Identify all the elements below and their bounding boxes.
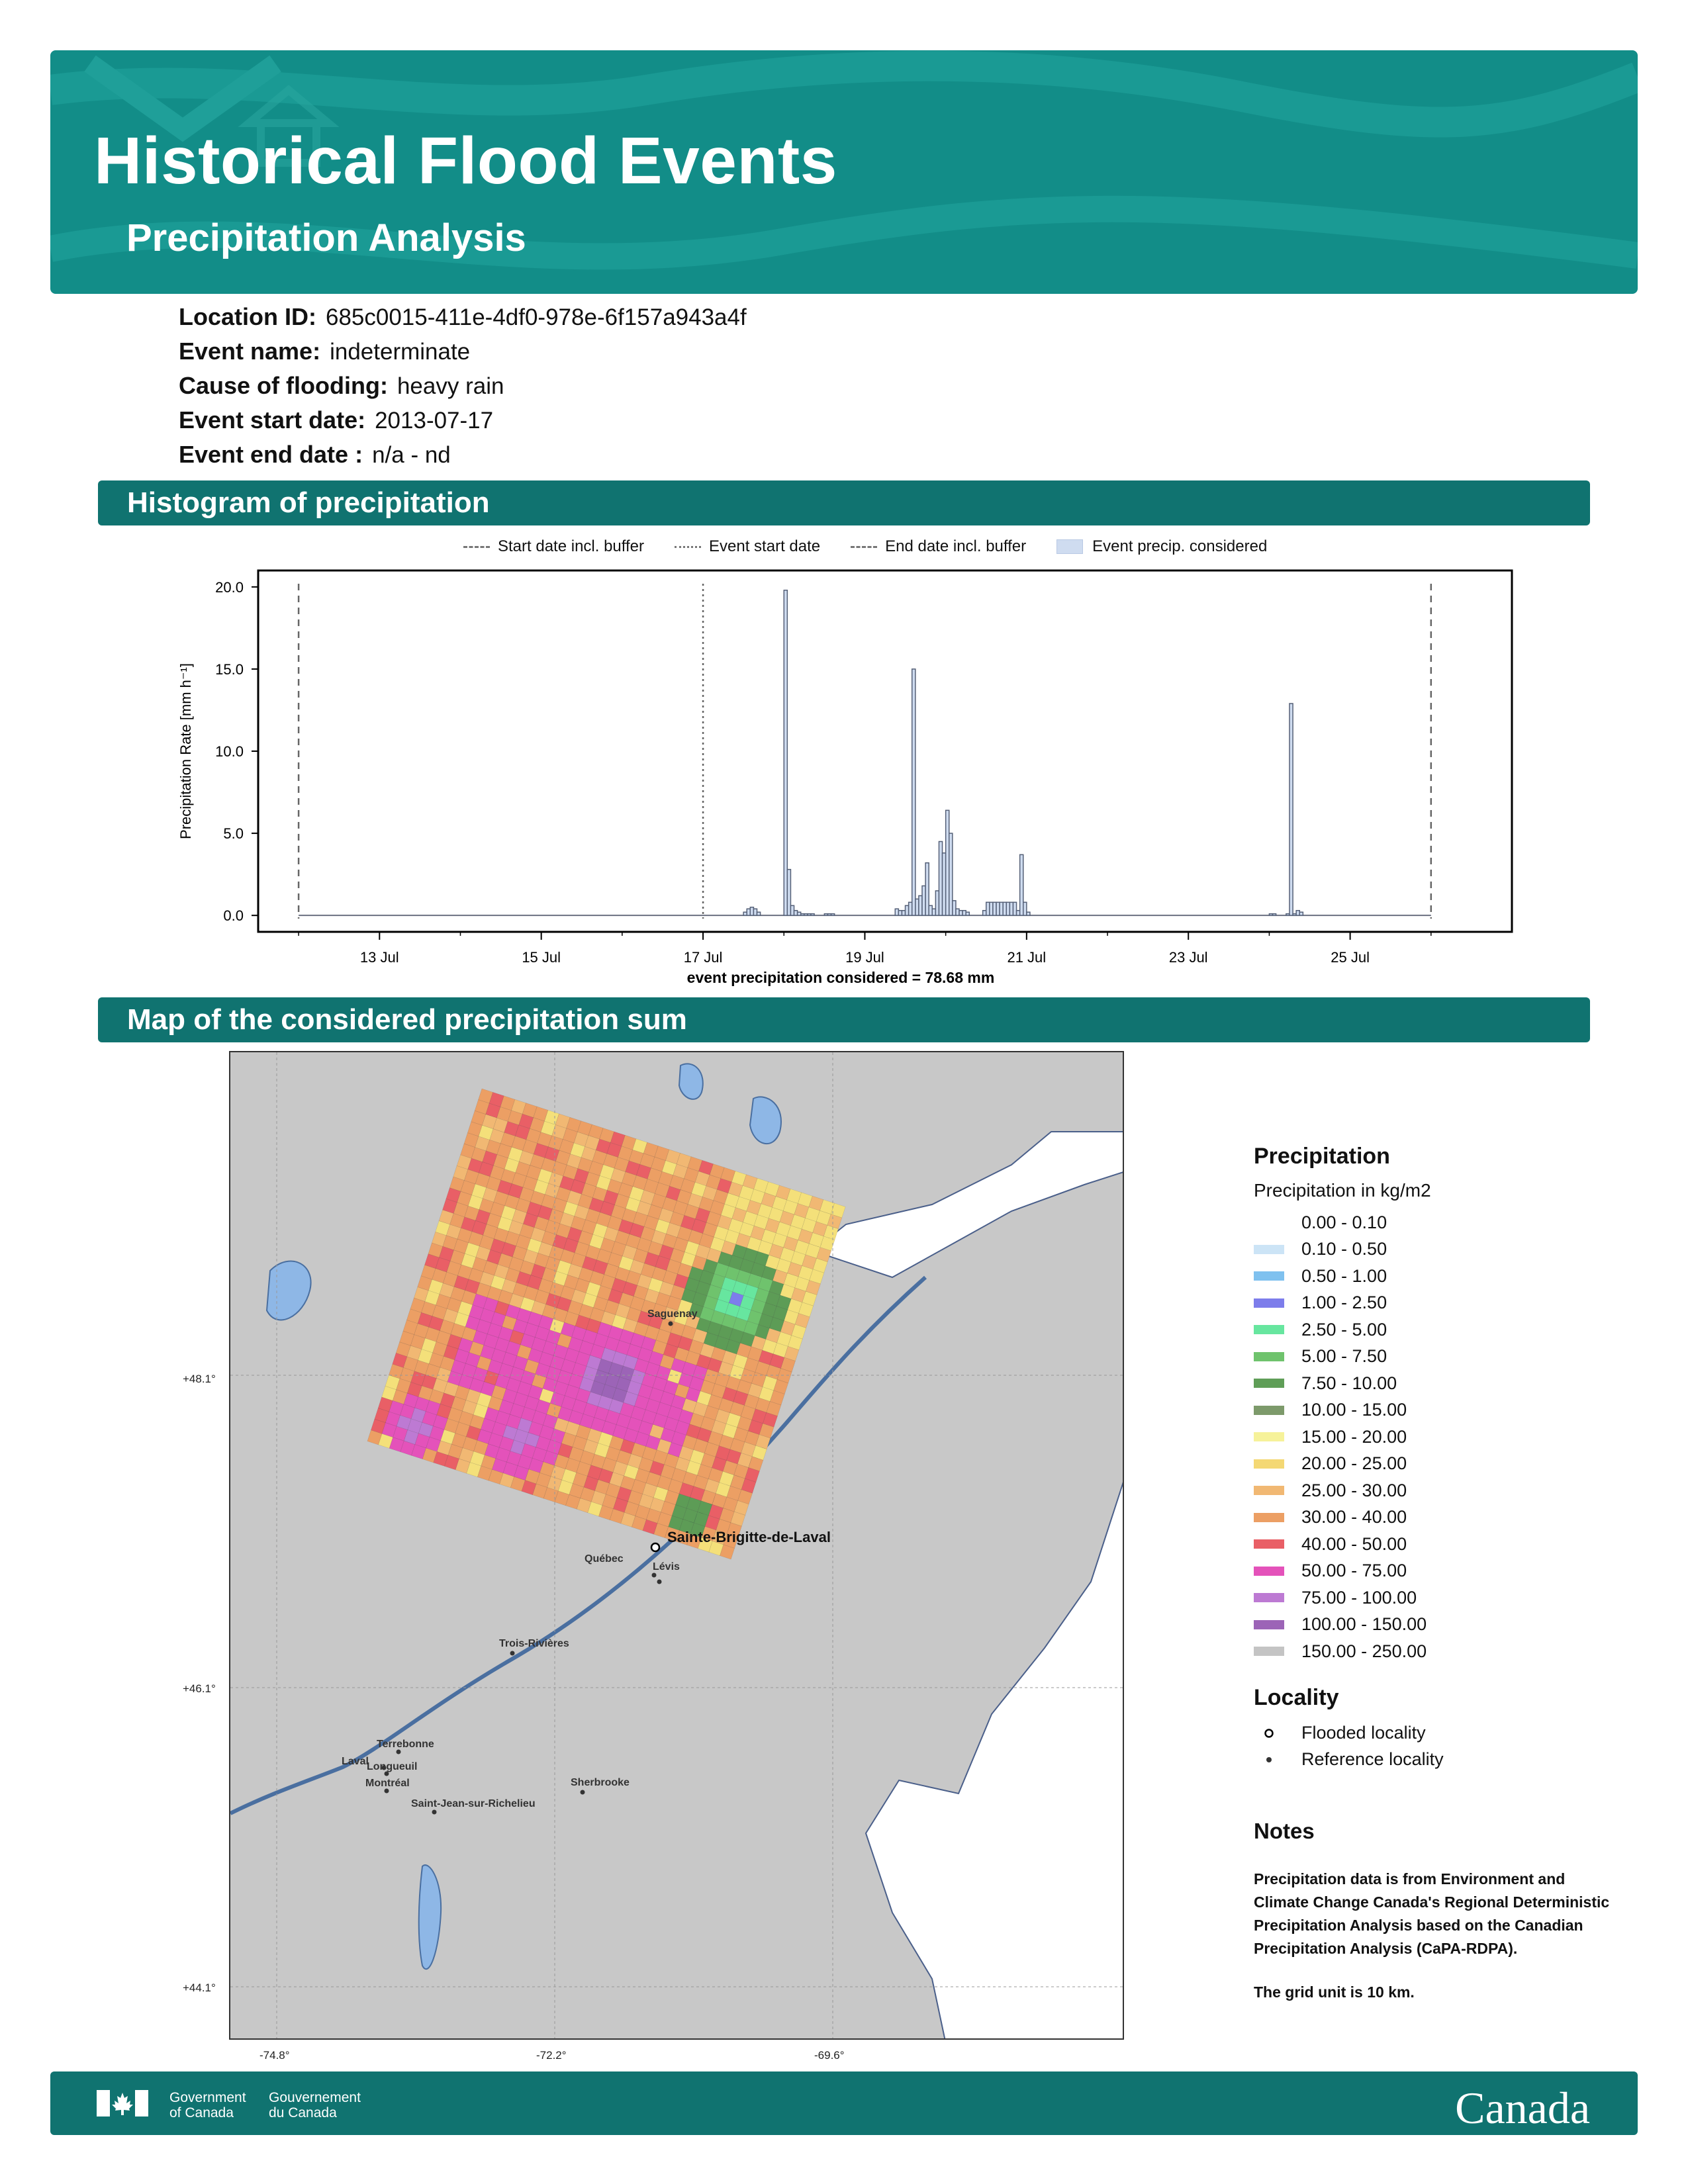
reference-locality-marker: [510, 1651, 515, 1656]
legend-item: [1254, 1477, 1611, 1504]
legend-swatch: [1254, 1513, 1284, 1522]
gov-fr: [269, 2090, 361, 2120]
precip-bar: [902, 911, 905, 915]
precip-bar: [990, 902, 993, 915]
precip-bar: [747, 909, 750, 915]
ocean-area-south: [866, 1476, 1124, 2040]
gov-fr-line1: Gouvernement: [269, 2090, 361, 2105]
y-tick-label: 0.0: [223, 907, 244, 925]
precip-bar: [922, 886, 925, 916]
legend-swatch: [1254, 1459, 1284, 1469]
precip-bar: [1293, 914, 1296, 915]
precip-bar: [943, 853, 946, 915]
x-tick-label: 15 Jul: [522, 949, 561, 966]
precip-bar: [1020, 854, 1023, 915]
precip-bar: [794, 911, 798, 915]
legend-label: 1.00 - 2.50: [1301, 1293, 1387, 1313]
location-id-label: Location ID:: [179, 303, 316, 330]
precip-bar: [895, 909, 898, 915]
reference-locality-marker: [432, 1810, 437, 1815]
lat-tick: +44.1°: [183, 1981, 216, 1994]
legend-label: 0.00 - 0.10: [1301, 1212, 1387, 1232]
x-tick-label: 17 Jul: [683, 949, 723, 966]
precip-bar: [750, 907, 753, 915]
precip-bar: [1009, 902, 1013, 915]
legend-item: [1254, 1209, 1611, 1236]
legend-label: 15.00 - 20.00: [1301, 1426, 1407, 1447]
legend-event-precip-label: Event precip. considered: [1092, 537, 1268, 555]
precip-bar: [787, 870, 790, 915]
precip-bar: [949, 833, 953, 915]
page-subtitle: Precipitation Analysis: [126, 216, 526, 259]
legend-label: 0.50 - 1.00: [1301, 1265, 1387, 1286]
legend-item: [1254, 1584, 1611, 1612]
precip-bar: [925, 863, 929, 915]
cause-value: heavy rain: [397, 373, 504, 399]
legend-label: 2.50 - 5.00: [1301, 1319, 1387, 1340]
precip-bar: [1269, 914, 1272, 915]
precip-bar: [1273, 914, 1276, 915]
reference-locality-marker: [657, 1580, 662, 1584]
reference-locality-label: Longueuil: [367, 1761, 418, 1772]
legend-swatch: [1254, 1539, 1284, 1549]
legend-swatch: [1254, 1432, 1284, 1441]
legend-item: [1254, 1638, 1611, 1665]
precip-bar: [1017, 911, 1020, 915]
notes-text: Precipitation data is from Environment and Climate Change Canada's Regional Deterministic Precipitation Analysis based on the Canadian Precipitation Analysis (CaPA-RDPA).: [1254, 1870, 1610, 1957]
lake-shape: [750, 1097, 781, 1144]
y-axis: [215, 579, 258, 924]
lat-tick: +48.1°: [183, 1373, 216, 1385]
precip-bar: [798, 912, 801, 915]
reference-locality-label: Saguenay: [647, 1308, 698, 1320]
end-date-label: Event end date :: [179, 441, 363, 468]
legend-label: 0.10 - 0.50: [1301, 1239, 1387, 1259]
reference-locality-label: Laval: [342, 1756, 369, 1767]
legend-reference: [1254, 1747, 1611, 1773]
reference-locality-label: Saint-Jean-sur-Richelieu: [411, 1798, 536, 1809]
precip-bar: [993, 902, 996, 915]
precip-bar: [966, 912, 969, 915]
legend-swatch: [1254, 1325, 1284, 1334]
legend-label: 100.00 - 150.00: [1301, 1614, 1427, 1635]
reference-locality-marker: [385, 1789, 389, 1794]
map-canvas: [230, 1052, 1124, 2040]
precip-bar: [915, 899, 919, 915]
gov-en: [169, 2090, 246, 2120]
reference-locality-label: Sherbrooke: [571, 1777, 630, 1788]
legend-label: 7.50 - 10.00: [1301, 1373, 1397, 1393]
precip-bar: [959, 911, 962, 915]
canada-flag-icon: [97, 2090, 150, 2119]
dot-icon: [1254, 1756, 1284, 1764]
legend-swatch: [1254, 1647, 1284, 1656]
y-tick-label: 10.0: [215, 743, 244, 760]
lake-shape: [419, 1865, 441, 1969]
legend-item: [1254, 1343, 1611, 1371]
legend-flooded: [1254, 1720, 1611, 1747]
x-tick-label: 21 Jul: [1007, 949, 1047, 966]
legend-item: [1254, 1290, 1611, 1317]
precip-bar: [1286, 914, 1289, 915]
legend-label: 5.00 - 7.50: [1301, 1346, 1387, 1367]
notes-title: Notes: [1254, 1819, 1315, 1843]
legend-label: 30.00 - 40.00: [1301, 1507, 1407, 1527]
precip-bar: [1027, 912, 1030, 915]
legend-label: 50.00 - 75.00: [1301, 1561, 1407, 1581]
lat-tick: +46.1°: [183, 1682, 216, 1695]
precipitation-map: [229, 1051, 1124, 2040]
precip-bar: [827, 914, 831, 915]
legend-swatch: [1254, 1352, 1284, 1361]
reference-locality-label: Lévis: [653, 1561, 680, 1572]
precip-bar: [953, 901, 956, 915]
legend-item: [1254, 1263, 1611, 1290]
legend-flooded-label: Flooded locality: [1301, 1723, 1426, 1743]
legend-item: [1254, 1531, 1611, 1558]
precipitation-grid: [367, 1089, 845, 1559]
precip-bar: [1006, 902, 1009, 915]
x-tick-label: 13 Jul: [359, 949, 399, 966]
precip-bar: [946, 810, 949, 915]
legend-swatch: [1254, 1567, 1284, 1576]
reference-locality-label: Trois-Rivières: [499, 1638, 569, 1649]
legend-label: 40.00 - 50.00: [1301, 1533, 1407, 1554]
start-date-label: Event start date:: [179, 406, 366, 433]
event-name-label: Event name:: [179, 338, 321, 365]
reference-locality-label: Terrebonne: [377, 1739, 434, 1750]
precip-bar: [1299, 912, 1303, 915]
precip-bar: [932, 909, 935, 915]
legend-reference-label: Reference locality: [1301, 1749, 1444, 1769]
lon-tick: -74.8°: [259, 2049, 290, 2062]
legend-item: [1254, 1558, 1611, 1585]
precip-bar: [790, 905, 794, 915]
notes-grid-unit: The grid unit is 10 km.: [1254, 1983, 1415, 2001]
precip-bar: [1023, 902, 1027, 915]
legend-swatch: [1254, 1406, 1284, 1415]
x-tick-label: 25 Jul: [1331, 949, 1370, 966]
y-axis-label: Precipitation Rate [mm h⁻¹]: [177, 663, 194, 839]
gov-en-line1: Government: [169, 2090, 246, 2105]
lon-tick: -69.6°: [814, 2049, 845, 2062]
notes: [1254, 1819, 1611, 2001]
gov-en-line2: of Canada: [169, 2105, 234, 2120]
end-date-value: n/a - nd: [372, 442, 451, 468]
locality-title: Locality: [1254, 1684, 1339, 1710]
legend-item: [1254, 1424, 1611, 1451]
y-tick-label: 5.0: [223, 825, 244, 842]
legend-swatch: [1254, 1245, 1284, 1254]
legend-label: 75.00 - 100.00: [1301, 1587, 1417, 1608]
reference-locality-label: Montréal: [365, 1778, 410, 1789]
precip-bar: [743, 912, 747, 915]
precip-bar: [1013, 902, 1016, 915]
legend-label: 20.00 - 25.00: [1301, 1453, 1407, 1474]
lake-shape: [267, 1261, 311, 1320]
map-legend: [1254, 1144, 1611, 1773]
precip-bar: [996, 902, 1000, 915]
lake-shape: [679, 1064, 703, 1099]
precip-bar: [898, 911, 902, 915]
location-id-value: 685c0015-411e-4df0-978e-6f157a943a4f: [325, 304, 747, 330]
x-axis: [299, 932, 1431, 966]
precip-bar: [804, 914, 808, 915]
reference-locality-marker: [397, 1750, 401, 1754]
precip-bar: [909, 902, 912, 915]
precip-bar: [784, 590, 787, 915]
precip-bar: [1003, 902, 1006, 915]
legend-event-start-label: Event start date: [709, 537, 821, 555]
precip-bar: [1000, 902, 1003, 915]
precip-bar: [801, 914, 804, 915]
start-date-value: 2013-07-17: [375, 408, 494, 433]
reference-locality-marker: [652, 1573, 657, 1578]
legend-item: [1254, 1504, 1611, 1531]
y-tick-label: 15.0: [215, 660, 244, 678]
precip-bar: [919, 895, 922, 915]
precip-bar: [939, 842, 942, 916]
precip-bar: [757, 912, 761, 915]
precip-bar: [986, 902, 990, 915]
legend-swatch: [1254, 1271, 1284, 1281]
section-histogram-title: Histogram of precipitation: [98, 480, 1590, 525]
y-tick-label: 20.0: [215, 578, 244, 596]
legend-item: [1254, 1236, 1611, 1263]
precip-bar: [912, 669, 915, 915]
reference-locality-marker: [581, 1790, 585, 1795]
legend-swatch: [1254, 1486, 1284, 1495]
section-map-title: Map of the considered precipitation sum: [98, 997, 1590, 1042]
legend-item: [1254, 1451, 1611, 1478]
lon-tick: -72.2°: [536, 2049, 567, 2062]
event-name-value: indeterminate: [330, 339, 471, 365]
legend-subtitle: Precipitation in kg/m2: [1254, 1180, 1431, 1201]
cause-label: Cause of flooding:: [179, 372, 388, 399]
precip-bar: [824, 914, 827, 915]
legend-start-buffer-label: Start date incl. buffer: [498, 537, 645, 555]
flooded-locality-label: Sainte-Brigitte-de-Laval: [667, 1529, 831, 1545]
x-tick-label: 23 Jul: [1168, 949, 1208, 966]
legend-title: Precipitation: [1254, 1144, 1390, 1169]
precipitation-histogram: [0, 0, 1688, 1006]
legend-items: [1254, 1209, 1611, 1665]
precip-bar: [935, 891, 939, 915]
precip-bar: [1289, 704, 1293, 915]
legend-item: [1254, 1370, 1611, 1397]
precip-bar: [811, 914, 814, 915]
reference-locality-marker: [669, 1322, 673, 1326]
precip-bar: [808, 914, 811, 915]
legend-swatch: [1254, 1379, 1284, 1388]
ocean-area: [813, 1052, 1124, 1277]
precip-bar: [753, 909, 757, 915]
precip-bar: [962, 911, 966, 915]
legend-swatch: [1254, 1218, 1284, 1227]
open-circle-icon: [1254, 1728, 1284, 1739]
precip-bar: [929, 905, 932, 915]
legend-label: 25.00 - 30.00: [1301, 1480, 1407, 1500]
legend-label: 150.00 - 250.00: [1301, 1641, 1427, 1661]
precip-bar: [831, 914, 835, 915]
legend-label: 10.00 - 15.00: [1301, 1400, 1407, 1420]
legend-item: [1254, 1316, 1611, 1343]
canada-wordmark: Canada: [1455, 2083, 1590, 2133]
legend-swatch: [1254, 1593, 1284, 1602]
x-tick-label: 19 Jul: [845, 949, 884, 966]
gov-fr-line2: du Canada: [269, 2105, 337, 2120]
x-axis-label: event precipitation considered = 78.68 mm: [686, 969, 995, 986]
legend-swatch: [1254, 1620, 1284, 1629]
plot-frame: [258, 570, 1512, 932]
page-title: Historical Flood Events: [94, 124, 837, 198]
precip-bar: [906, 905, 909, 915]
reference-locality-label: Québec: [585, 1553, 624, 1565]
precip-bar: [1296, 911, 1299, 915]
flooded-locality-marker: [651, 1543, 659, 1551]
legend-end-buffer-label: End date incl. buffer: [885, 537, 1027, 555]
precip-bar: [956, 909, 959, 915]
legend-swatch: [1254, 1298, 1284, 1308]
legend-item: [1254, 1397, 1611, 1424]
legend-item: [1254, 1612, 1611, 1639]
precip-bar: [983, 911, 986, 915]
footer-bar: [50, 2071, 1638, 2135]
